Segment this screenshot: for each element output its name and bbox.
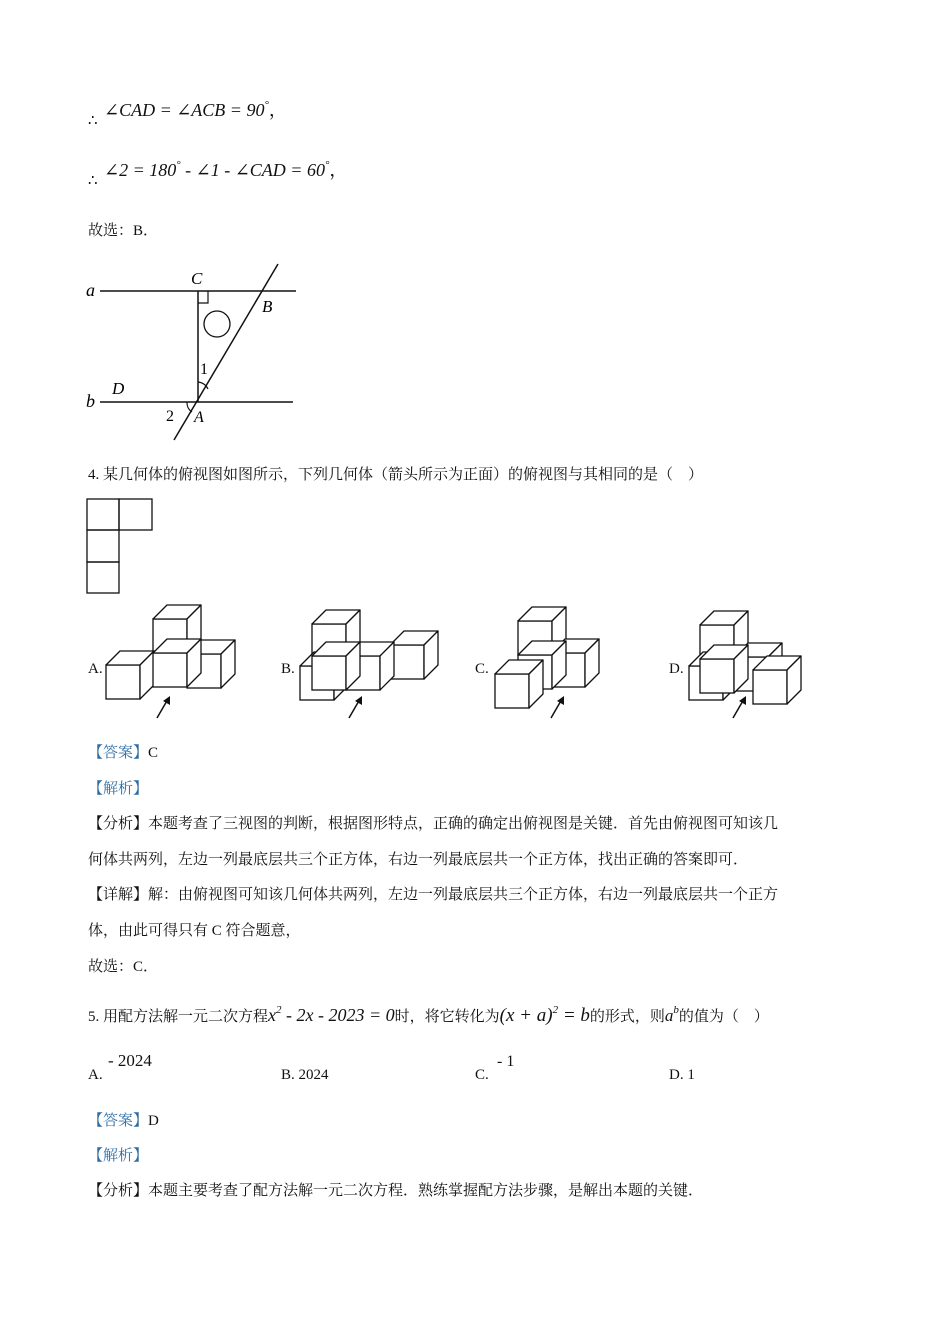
q5-form-exponent: 2	[552, 1004, 559, 1016]
q5-eq-exponent: 2	[276, 1004, 282, 1016]
q5-answer-value: D	[148, 1113, 159, 1129]
q5-eq-x: x	[268, 1005, 277, 1025]
fenxi-tag: 【分析】	[88, 1183, 149, 1199]
q5-answer-line	[88, 1114, 159, 1129]
degree-symbol: °	[324, 159, 330, 171]
label-b: b	[86, 391, 95, 411]
step-line-2-expr: ∠2 = 180	[104, 160, 177, 180]
q5-stem-c: 的形式，则	[589, 1009, 665, 1025]
label-A: A	[194, 409, 204, 426]
q5-form-right: = b	[558, 1005, 590, 1026]
fenxi-tag: 【分析】	[88, 816, 149, 832]
q5-form-left: (x + a)	[499, 1005, 553, 1026]
label-2: 2	[166, 408, 174, 425]
q4-fenxi-line-1	[88, 817, 778, 832]
q5-option-a-label: A.	[88, 1067, 103, 1083]
q5-stem-d: 的值为（ ）	[678, 1009, 769, 1025]
q4-fenxi-text-1: 本题考查了三视图的判断，根据图形特点，正确的确定出俯视图是关键．首先由俯视图可知该几	[148, 816, 779, 832]
q5-option-c-value: - 1	[497, 1053, 515, 1070]
q4-xiangjie-line-2: 体，由此可得只有 C 符合题意，	[88, 923, 301, 939]
q5-stem	[88, 1006, 769, 1025]
q5-option-b	[281, 1068, 329, 1083]
q4-fenxi-line-2: 何体共两列，左边一列最底层共三个正方体，右边一列最底层共一个正方体，找出正确的答案即可．	[88, 852, 749, 868]
label-B: B	[262, 297, 273, 316]
comma: ，	[268, 100, 287, 120]
q5-fenxi-text: 本题主要考查了配方法解一元二次方程．熟练掌握配方法步骤，是解出本题的关键．	[148, 1183, 704, 1199]
option-a-solid	[106, 605, 235, 718]
q5-option-b-label: B.	[281, 1067, 295, 1083]
q4-answer-line	[88, 746, 158, 761]
q4-option-d-label: D.	[669, 661, 684, 677]
q4-xiangjie-line-1	[88, 888, 778, 903]
q5-option-d-label: D.	[669, 1067, 684, 1083]
q5-power-exponent: b	[673, 1004, 679, 1016]
q4-xiangjie-text-1: 解：由俯视图可知该几何体共两列，左边一列最底层共三个正方体，右边一列最底层共一个正方	[148, 887, 779, 903]
q5-option-a-value: - 2024	[108, 1051, 152, 1070]
option-d-solid	[689, 611, 801, 718]
label-D: D	[112, 379, 125, 398]
option-c-solid	[495, 607, 599, 718]
q5-stem-b: 时，将它转化为	[394, 1009, 500, 1025]
q4-choose-line: 故选：C．	[88, 959, 159, 975]
xiangjie-tag: 【详解】	[88, 887, 149, 903]
q4-analysis-tag: 【解析】	[88, 781, 149, 797]
q5-fenxi-line	[88, 1184, 703, 1199]
label-1: 1	[200, 361, 208, 378]
q4-stem: 4. 某几何体的俯视图如图所示，下列几何体（箭头所示为正面）的俯视图与其相同的是（ ）	[88, 467, 704, 483]
q5-eq-rest: - 2x - 2023 = 0	[281, 1005, 395, 1025]
q5-power	[665, 1006, 679, 1025]
q5-stem-a: 5. 用配方法解一元二次方程	[88, 1009, 269, 1025]
q5-form	[500, 1005, 590, 1026]
q4-option-a-label: A.	[88, 661, 103, 677]
therefore-symbol-2: ∴	[88, 173, 98, 189]
q5-option-b-value: 2024	[298, 1067, 329, 1083]
q4-option-c-label: C.	[475, 661, 489, 677]
q5-analysis-tag: 【解析】	[88, 1148, 149, 1164]
q5-option-c-label: C.	[475, 1067, 489, 1083]
therefore-symbol-1: ∴	[88, 113, 98, 129]
q5-power-base: a	[664, 1006, 674, 1025]
answer-tag: 【答案】	[88, 745, 149, 761]
q4-answer-value: C	[148, 745, 159, 761]
q4-option-b-label: B.	[281, 661, 295, 677]
choose-b-line: 故选：B．	[88, 223, 159, 239]
label-a: a	[86, 280, 95, 300]
option-b-solid	[300, 610, 438, 718]
answer-tag: 【答案】	[88, 1113, 149, 1129]
degree-symbol: °	[176, 159, 181, 171]
comma: ，	[329, 160, 348, 180]
step-line-1-expr: ∠CAD = ∠ACB = 90	[104, 100, 265, 120]
step-line-2-rest: - ∠1 - ∠CAD = 60	[180, 160, 325, 180]
q5-option-d-value: 1	[687, 1067, 695, 1083]
q5-option-d	[669, 1068, 695, 1083]
q5-equation	[268, 1005, 395, 1025]
degree-symbol: °	[264, 99, 269, 111]
label-C: C	[191, 269, 203, 288]
